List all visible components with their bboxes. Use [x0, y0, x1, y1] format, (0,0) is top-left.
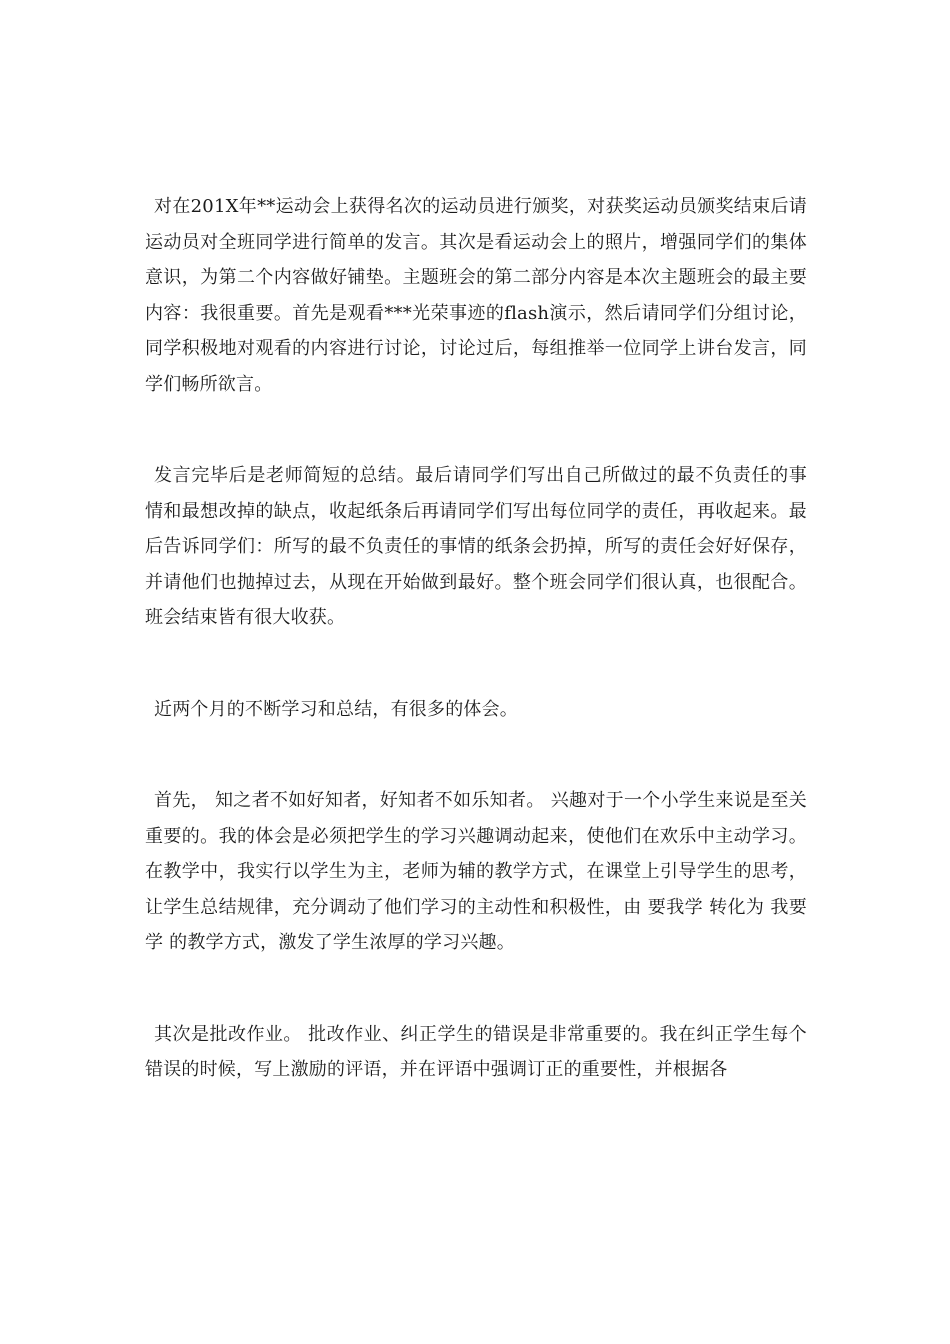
paragraph-awards: 对在201X年**运动会上获得名次的运动员进行颁奖，对获奖运动员颁奖结束后请运动员对全班同学进行简单的发言。其次是看运动会上的照片，增强同学们的集体意识，为第二个内容做好铺垫。主题班会的第二部分内容是本次主题班会的最主要内容：我很重要。首先是观看***光荣事迹的flash演示，然后请同学们分组讨论，同学积极地对观看的内容进行讨论，讨论过后，每组推举一位同学上讲台发言，同学们畅所欲言。: [145, 196, 807, 395]
paragraph-gap: [145, 727, 807, 783]
paragraph-summary: 发言完毕后是老师简短的总结。最后请同学们写出自己所做过的最不负责任的事情和最想改掉的缺点，收起纸条后再请同学们写出每位同学的责任，再收起来。最后告诉同学们：所写的最不负责任的事情的纸条会扔掉，所写的责任会好好保存，并请他们也抛掉过去，从现在开始做到最好。整个班会同学们很认真，也很配合。班会结束皆有很大收获。: [145, 465, 807, 628]
paragraph-homework: 其次是批改作业。 批改作业、纠正学生的错误是非常重要的。我在纠正学生每个错误的时候，写上激励的评语，并在评语中强调订正的重要性，并根据各: [145, 1023, 807, 1080]
paragraph-reflection-intro: 近两个月的不断学习和总结，有很多的体会。: [154, 698, 518, 720]
document-body: [145, 189, 807, 1088]
paragraph-gap: [145, 961, 807, 1017]
paragraph-gap: [145, 636, 807, 692]
paragraph-gap: [145, 402, 807, 458]
paragraph-interest: 首先， 知之者不如好知者，好知者不如乐知者。 兴趣对于一个小学生来说是至关重要的。我的体会是必须把学生的学习兴趣调动起来，使他们在欢乐中主动学习。在教学中，我实行以学生为主，老师为辅的教学方式，在课堂上引导学生的思考，让学生总结规律，充分调动了他们学习的主动性和积极性，由 要我学 转化为 我要学 的教学方式，激发了学生浓厚的学习兴趣。: [145, 790, 807, 953]
